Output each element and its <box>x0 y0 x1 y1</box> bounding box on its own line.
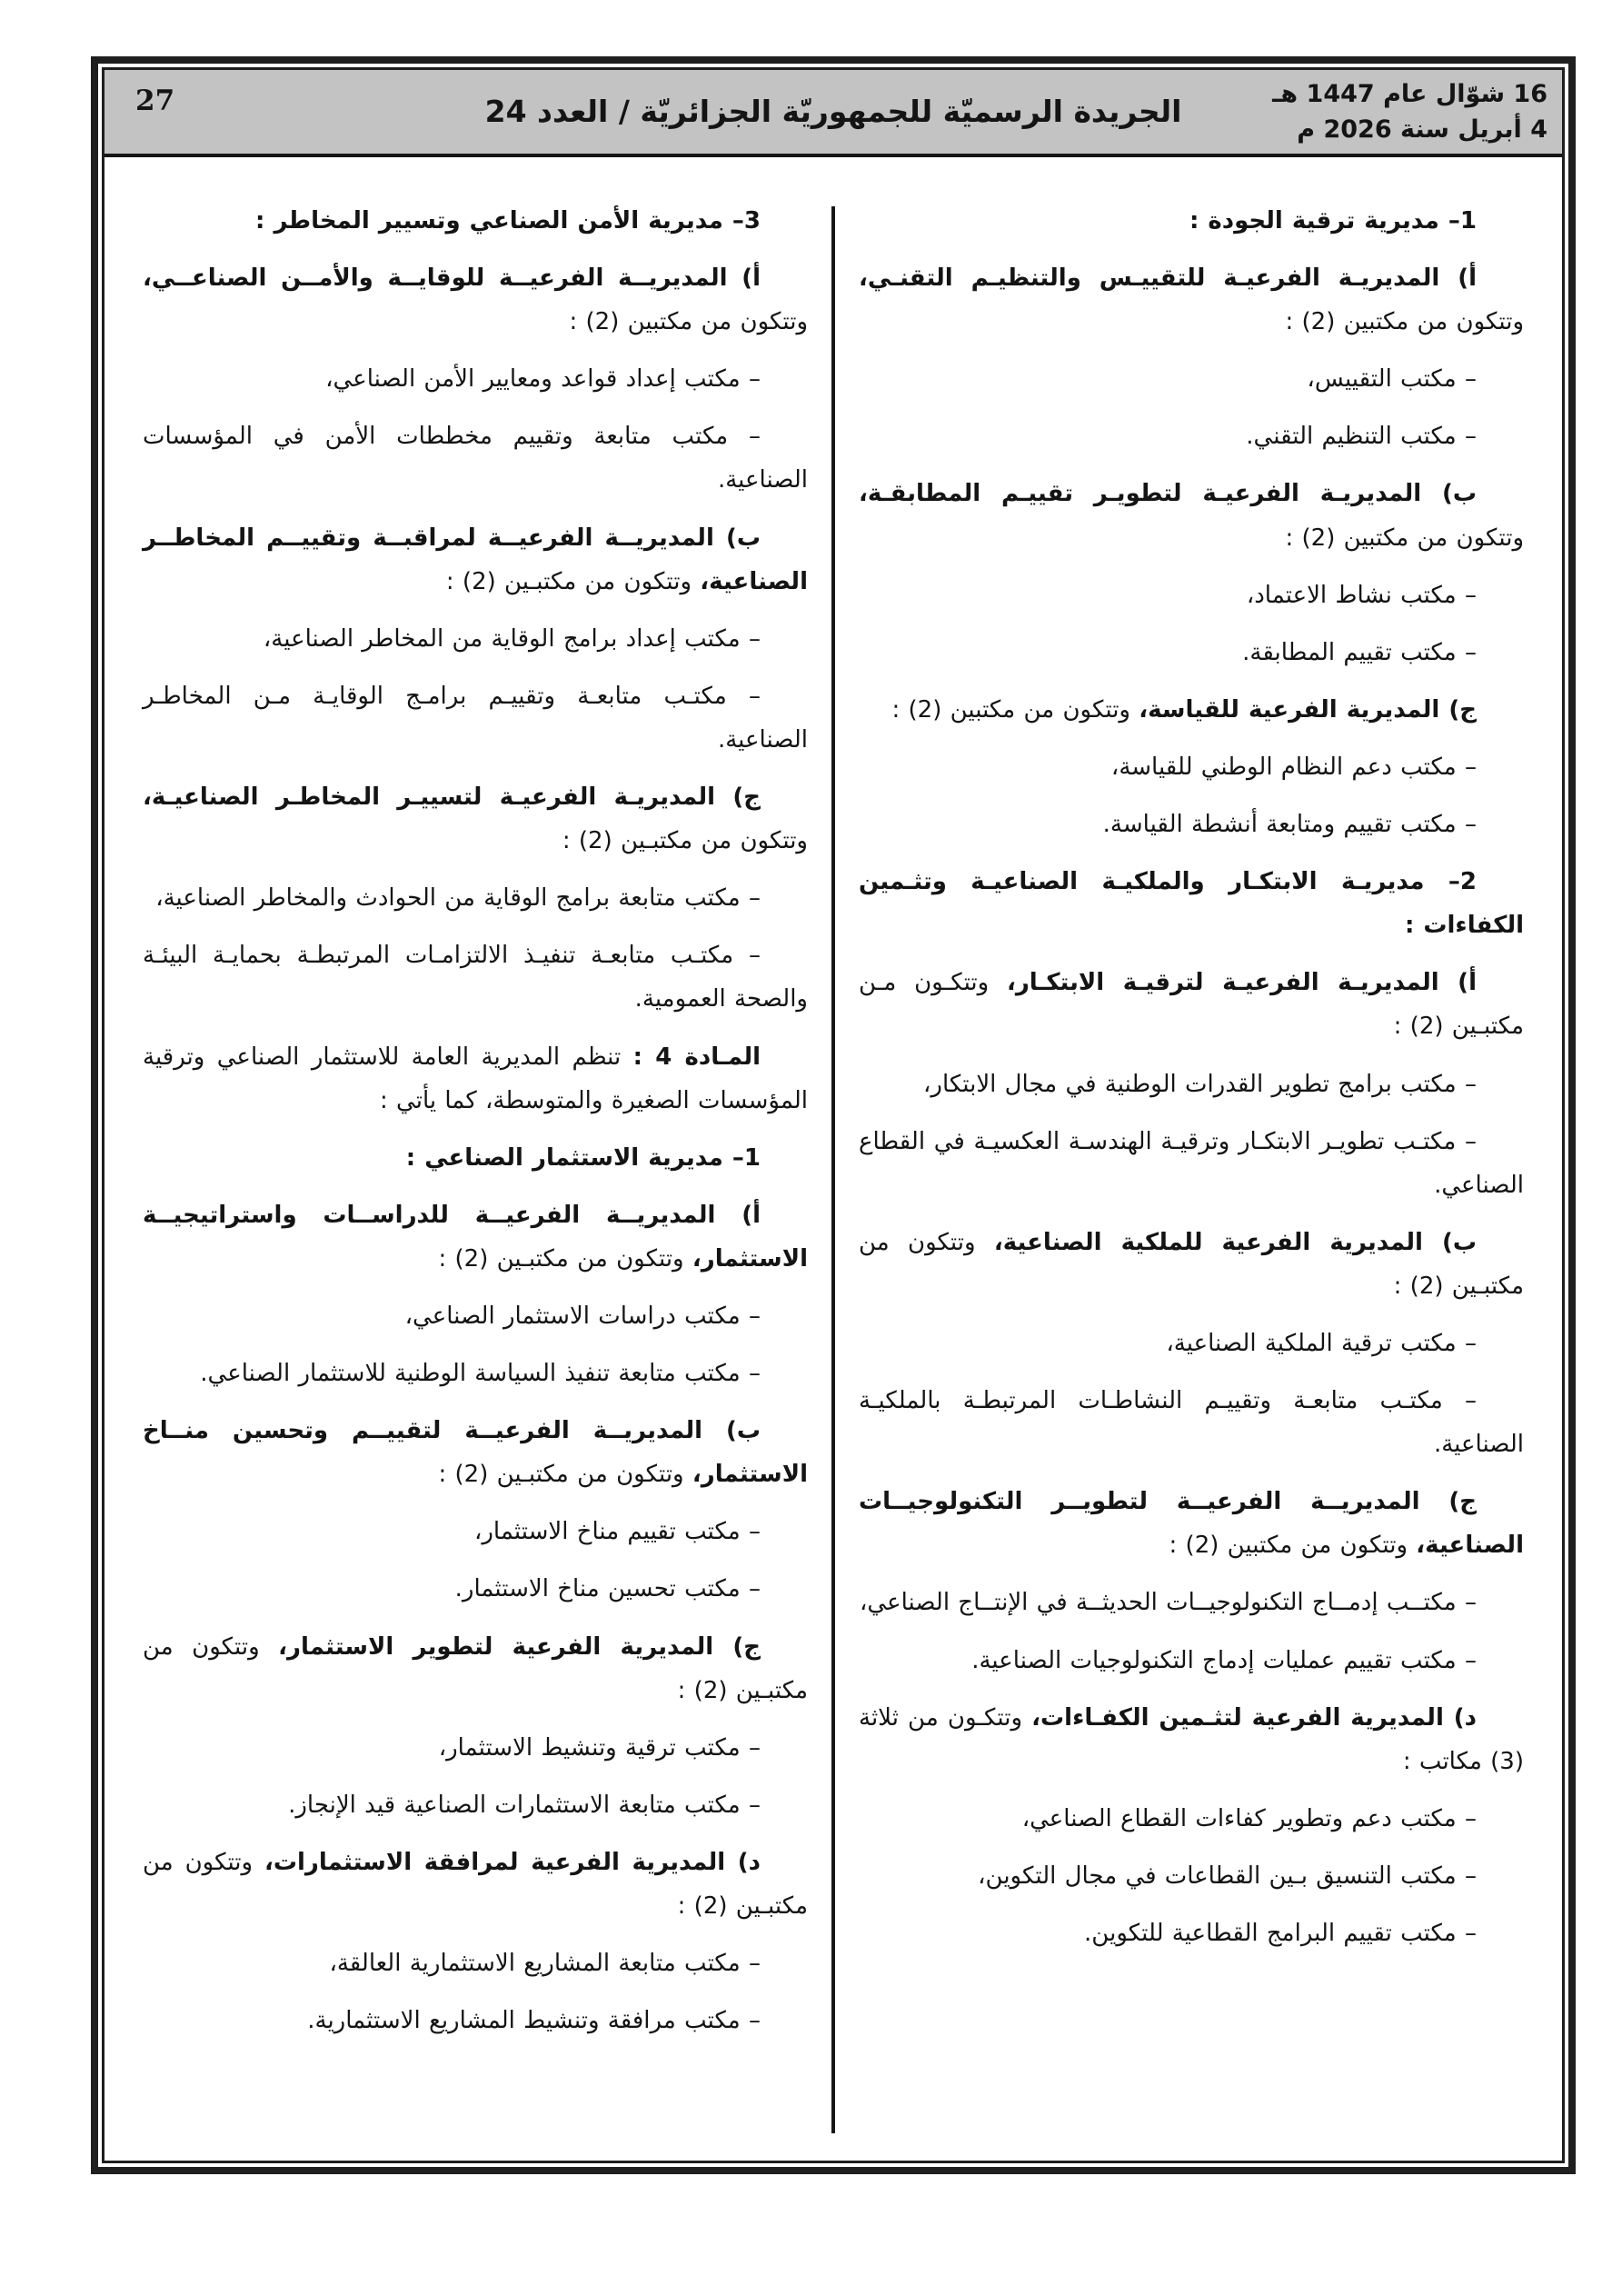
block-lead: ج) المديرية الفرعية للقياسة، <box>1139 695 1477 724</box>
left-col-bullet-3: – مكتب متابعة وتقييم مخططات الأمن في المؤسسات الصناعية. <box>143 423 808 494</box>
right-col-sub-17 <box>859 1480 1524 1567</box>
block-lead: المـادة 4 : <box>632 1043 761 1071</box>
block-tail: وتتكون من مكتبين (2) : <box>891 695 1139 724</box>
column-left <box>119 199 831 2133</box>
block-lead: ج) المديريــة الفرعيــة لتطويــر التكنولوجيــات الصناعية، <box>859 1488 1524 1560</box>
block-tail: وتتكـون مـن مكتبـين (2) : <box>859 969 1524 1041</box>
block-tail: وتتكون من مكتبـين (2) : <box>143 1848 808 1920</box>
right-col-bullet-22: – مكتب التنسيق بـين القطاعات في مجال التكوين، <box>978 1862 1477 1890</box>
left-col-bullet-17: – مكتب تحسين مناخ الاستثمار. <box>454 1575 761 1603</box>
block-lead: أ) المديريــة الفرعيــة للوقايــة والأمــن الصناعــي، <box>143 265 761 293</box>
right-col-bullet-6: – مكتب تقييم المطابقة. <box>1242 638 1477 666</box>
right-col-bullet-18: – مكتــب إدمــاج التكنولوجيــات الحديثــة في الإنتــاج الصناعي، <box>860 1589 1477 1617</box>
left-col-article-10 <box>143 1035 808 1123</box>
block-lead: د) المديرية الفرعية لتثـمين الكفـاءات، <box>1031 1703 1477 1732</box>
right-col-heading-0: 1– مديرية ترقية الجودة : <box>1189 207 1477 235</box>
block-tail: وتتكون من مكتبـين (2) : <box>859 1228 1524 1300</box>
left-col-bullet-19: – مكتب ترقية وتنشيط الاستثمار، <box>438 1733 761 1762</box>
block-lead: ب) المديريــة الفرعيــة لتقييــم وتحسين منــاخ الاستثمار، <box>143 1417 808 1489</box>
frame-content-area <box>102 67 1565 2163</box>
right-col-bullet-21: – مكتب دعم وتطوير كفاءات القطاع الصناعي، <box>1021 1804 1477 1832</box>
block-lead: أ) المديريـة الفرعيـة لترقيـة الابتكـار، <box>1006 969 1477 997</box>
right-col-bullet-19: – مكتب تقييم عمليات إدماج التكنولوجيات الصناعية. <box>971 1646 1477 1674</box>
block-tail: وتتكـون من ثلاثة (3) مكاتب : <box>859 1703 1524 1775</box>
left-col-bullet-14: – مكتب متابعة تنفيذ السياسة الوطنية للاستثمار الصناعي. <box>200 1360 761 1388</box>
right-col-bullet-3: – مكتب التنظيم التقني. <box>1246 423 1477 451</box>
right-col-bullet-5: – مكتب نشاط الاعتماد، <box>1246 581 1477 609</box>
two-column-content <box>104 157 1562 2161</box>
left-col-sub-4 <box>143 516 808 604</box>
right-col-sub-7 <box>859 688 1524 732</box>
block-tail: وتتكون من مكتبـين (2) : <box>438 1461 692 1489</box>
block-lead: ج) المديريـة الفرعيـة لتسييـر المخاطـر الصناعيـة، <box>143 784 761 812</box>
left-col-bullet-5: – مكتب إعداد برامج الوقاية من المخاطر الصناعية، <box>263 624 761 653</box>
right-col-sub-1 <box>859 256 1524 344</box>
left-col-sub-15 <box>143 1409 808 1496</box>
right-col-bullet-8: – مكتب دعم النظام الوطني للقياسة، <box>1110 753 1477 781</box>
document-frame <box>91 56 1576 2174</box>
right-col-heading-10: 2– مديريـة الابتكـار والملكيـة الصناعيـة وتثـمين الكفاءات : <box>859 868 1524 940</box>
right-col-sub-11 <box>859 961 1524 1048</box>
left-col-sub-1 <box>143 256 808 344</box>
left-col-bullet-22: – مكتب متابعة المشاريع الاستثمارية العالقة، <box>329 1950 761 1978</box>
block-tail: وتتكون من مكتبين (2) : <box>1169 1532 1417 1560</box>
left-col-bullet-6: – مكتـب متابعـة وتقييـم برامـج الوقايـة مـن المخاطـر الصناعية. <box>143 682 808 754</box>
block-tail: وتتكون من مكتبين (2) : <box>1285 524 1524 552</box>
right-col-sub-14 <box>859 1221 1524 1308</box>
right-col-bullet-23: – مكتب تقييم البرامج القطاعية للتكوين. <box>1084 1920 1477 1947</box>
block-lead: ب) المديريــة الفرعيــة لمراقبــة وتقييــم المخاطــر الصناعية، <box>143 524 808 595</box>
block-lead: ب) المديريـة الفرعيـة لتطويـر تقييـم المطابقـة، <box>859 480 1477 508</box>
left-col-bullet-9: – مكتـب متابعـة تنفيـذ الالتزامـات المرتبطـة بحمايـة البيئـة والصحة العمومية. <box>143 942 808 1013</box>
date-hijri: 16 شوّال عام 1447 هـ <box>1272 80 1547 108</box>
left-col-bullet-2: – مكتب إعداد قواعد ومعايير الأمن الصناعي، <box>325 365 761 394</box>
date-gregorian: 4 أبريل سنة 2026 م <box>1297 115 1547 145</box>
block-lead: ب) المديرية الفرعية للملكية الصناعية، <box>993 1228 1477 1256</box>
right-col-sub-4 <box>859 472 1524 559</box>
right-col-bullet-12: – مكتب برامج تطوير القدرات الوطنية في مجال الابتكار، <box>923 1070 1477 1098</box>
left-col-bullet-20: – مكتب متابعة الاستثمارات الصناعية قيد الإنجاز. <box>288 1791 761 1819</box>
right-col-bullet-9: – مكتب تقييم ومتابعة أنشطة القياسة. <box>1102 811 1477 839</box>
column-right <box>835 199 1547 2133</box>
block-tail: وتتكون من مكتبـين (2) : <box>438 1244 692 1273</box>
block-lead: أ) المديريـة الفرعيـة للتقييـس والتنظيـم التقنـي، <box>859 265 1477 293</box>
left-col-bullet-23: – مكتب مرافقة وتنشيط المشاريع الاستثمارية. <box>307 2007 761 2035</box>
block-tail: تنظم المديرية العامة للاستثمار الصناعي وترقية المؤسسات الصغيرة والمتوسطة، كما يأتي : <box>143 1043 808 1114</box>
block-tail: وتتكون من مكتبـين (2) : <box>562 827 808 855</box>
masthead-dates <box>1272 76 1547 147</box>
right-col-bullet-16: – مكتـب متابعـة وتقييـم النشاطـات المرتبطـة بالملكيـة الصناعية. <box>859 1387 1524 1459</box>
left-col-bullet-16: – مكتب تقييم مناخ الاستثمار، <box>473 1518 761 1546</box>
block-tail: وتتكون من مكتبين (2) : <box>1285 308 1524 336</box>
left-col-sub-12 <box>143 1193 808 1281</box>
left-col-sub-21 <box>143 1841 808 1928</box>
left-col-sub-7 <box>143 775 808 863</box>
block-lead: ج) المديرية الفرعية لتطوير الاستثمار، <box>278 1632 761 1661</box>
right-col-bullet-13: – مكتـب تطويـر الابتكـار وترقيـة الهندسـة العكسيـة في القطاع الصناعي. <box>859 1127 1524 1199</box>
right-col-bullet-15: – مكتب ترقية الملكية الصناعية، <box>1166 1329 1477 1357</box>
journal-title: الجريدة الرسميّة للجمهوريّة الجزائريّة / العدد 24 <box>484 94 1182 129</box>
masthead <box>104 70 1562 157</box>
block-lead: د) المديرية الفرعية لمرافقة الاستثمارات، <box>264 1848 761 1876</box>
block-tail: وتتكون من مكتبين (2) : <box>569 308 808 336</box>
block-tail: وتتكون من مكتبـين (2) : <box>143 1632 808 1704</box>
left-col-sub-18 <box>143 1625 808 1712</box>
left-col-bullet-8: – مكتب متابعة برامج الوقاية من الحوادث والمخاطر الصناعية، <box>155 884 761 913</box>
left-col-bullet-13: – مكتب دراسات الاستثمار الصناعي، <box>404 1302 761 1330</box>
right-col-bullet-2: – مكتب التقييس، <box>1307 365 1477 394</box>
page-number: 27 <box>135 85 175 117</box>
block-lead: أ) المديريــة الفرعيــة للدراســات واستراتيجيــة الاستثمار، <box>143 1201 808 1273</box>
left-col-heading-0: 3– مديرية الأمن الصناعي وتسيير المخاطر : <box>255 207 761 235</box>
block-tail: وتتكون من مكتبـين (2) : <box>445 567 701 595</box>
left-col-heading-11: 1– مديرية الاستثمار الصناعي : <box>405 1143 761 1172</box>
column-divider-rule <box>831 206 835 2133</box>
frame-inner-border <box>95 61 1571 2170</box>
right-col-sub-20 <box>859 1696 1524 1783</box>
